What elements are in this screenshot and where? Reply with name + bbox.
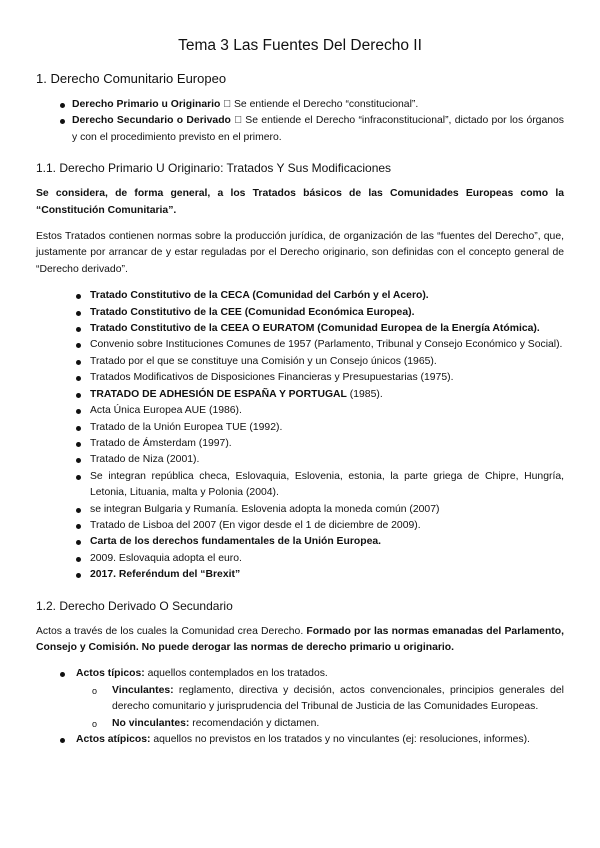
list-item: Tratado de Niza (2001). (36, 452, 564, 468)
body-paragraph: Estos Tratados contienen normas sobre la producción jurídica, de organización de las “fuentes del Derecho”, que, justamente por arrancar de y estar reguladas por el Derecho originario, son definidas con el concepto general de “Derecho derivado”. (36, 231, 564, 275)
list-item: Tratado Constitutivo de la CEE (Comunidad Económica Europea). (36, 305, 564, 321)
actos-tipicos-sublist (36, 683, 564, 732)
derivado-paragraph: Actos a través de los cuales la Comunidad crea Derecho. Formado por las normas emanadas del Parlamento, Consejo y Comisión. No puede derogar las normas de derecho primario u originario. (36, 625, 564, 653)
list-item: Carta de los derechos fundamentales de la Unión Europea. (36, 534, 564, 550)
page-title: Tema 3 Las Fuentes Del Derecho II (178, 37, 422, 54)
list-item: Tratados Modificativos de Disposiciones Financieras y Presupuestarias (1975). (36, 370, 564, 386)
section-heading-derecho-comunitario: 1. Derecho Comunitario Europeo (36, 71, 227, 86)
list-item: se integran Bulgaria y Rumanía. Eslovenia adopta la moneda común (2007) (36, 502, 564, 518)
treaties-list (36, 288, 564, 583)
list-item: TRATADO DE ADHESIÓN DE ESPAÑA Y PORTUGAL (1985). (36, 387, 564, 403)
list-item: Derecho Secundario o Derivado Se entiende el Derecho “infraconstitucional”, dictado por los órganos y con el procedimiento previsto en el primero. (36, 113, 564, 146)
list-item: Convenio sobre Instituciones Comunes de 1957 (Parlamento, Tribunal y Consejo Económico y Social). (36, 337, 564, 353)
section1-list (36, 97, 564, 146)
list-item: 2017. Referéndum del “Brexit” (36, 567, 564, 583)
list-item: Se integran república checa, Eslovaquia, Eslovenia, estonia, la parte griega de Chipre, Hungría, Letonia, Lituania, malta y Polonia (2004). (36, 469, 564, 502)
actos-list-2 (36, 732, 564, 748)
list-item: Tratado Constitutivo de la CEEA O EURATOM (Comunidad Europea de la Energía Atómica). (36, 321, 564, 337)
list-item: Derecho Primario u Originario Se entiende el Derecho “constitucional”. (36, 97, 564, 113)
list-item: Tratado de Ámsterdam (1997). (36, 436, 564, 452)
list-item: Tratado por el que se constituye una Comisión y un Consejo únicos (1965). (36, 354, 564, 370)
list-item: 2009. Eslovaquia adopta el euro. (36, 551, 564, 567)
section-heading-derecho-primario: 1.1. Derecho Primario U Originario: Tratados Y Sus Modificaciones (36, 161, 392, 176)
list-item: Acta Única Europea AUE (1986). (36, 403, 564, 419)
list-item-actos-atipicos: Actos atípicos: aquellos no previstos en los tratados y no vinculantes (ej: resoluciones, informes). (36, 732, 564, 748)
list-item-actos-tipicos: Actos típicos: aquellos contemplados en los tratados. (36, 666, 564, 682)
list-item-vinculantes: o Vinculantes: reglamento, directiva y decisión, actos convencionales, principios generales del derecho comunitario y jurisprudencia del Tribunal de Justicia de las Comunidades Europeas. (36, 683, 564, 716)
list-item: Tratado Constitutivo de la CECA (Comunidad del Carbón y el Acero). (36, 288, 564, 304)
list-item: Tratado de la Unión Europea TUE (1992). (36, 420, 564, 436)
actos-list (36, 666, 564, 682)
section-heading-derecho-derivado: 1.2. Derecho Derivado O Secundario (36, 598, 233, 613)
list-item-no-vinculantes: o No vinculantes: recomendación y dictamen. (36, 716, 564, 732)
list-item: Tratado de Lisboa del 2007 (En vigor desde el 1 de diciembre de 2009). (36, 518, 564, 534)
intro-paragraph: Se considera, de forma general, a los Tratados básicos de las Comunidades Europeas como la “Constitución Comunitaria”. (36, 188, 564, 216)
